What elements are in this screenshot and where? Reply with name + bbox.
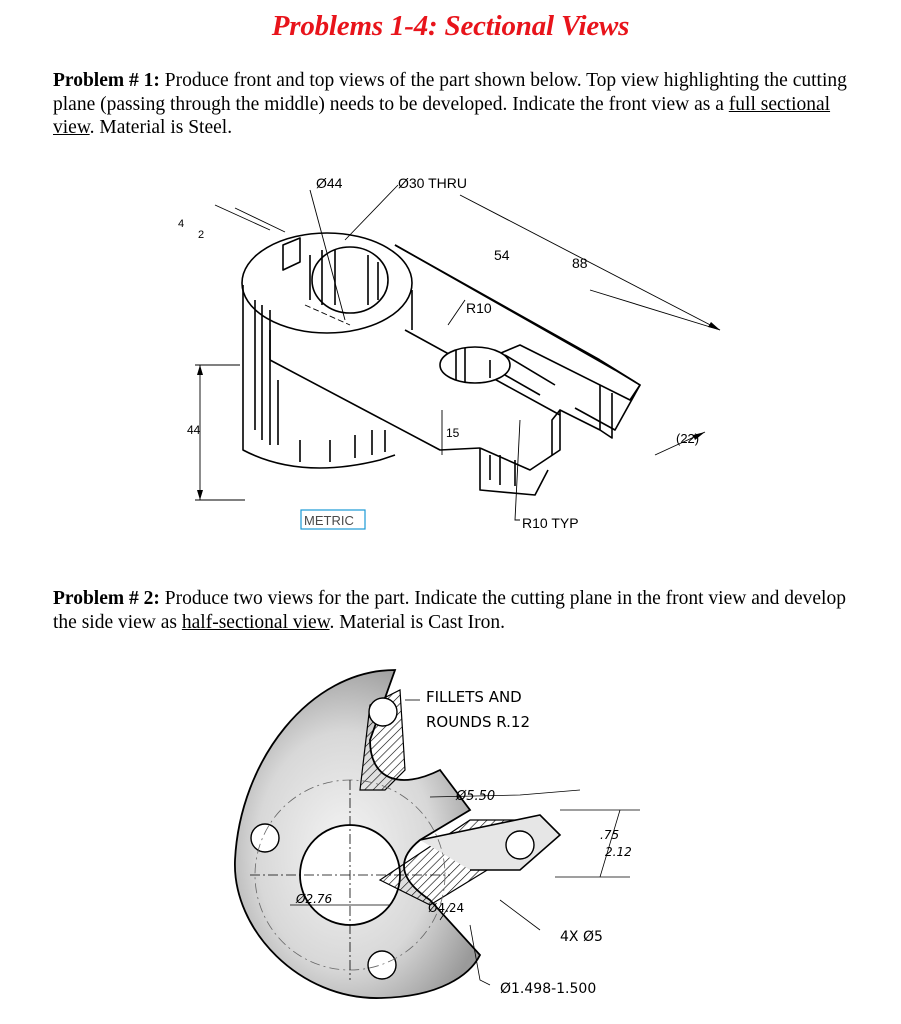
radius-slot-label: R10 (466, 300, 492, 316)
page-title: Problems 1-4: Sectional Views (271, 10, 630, 42)
fillets-line-2: ROUNDS R.12 (426, 713, 531, 731)
problem-2-heading: Problem # 2: (53, 588, 160, 609)
problem-2-underlined: half-sectional view (181, 611, 330, 633)
problem-2-text-b: . Material is Cast Iron. (329, 611, 505, 633)
dim-4-label: 4 (178, 218, 185, 230)
bore-label: Ø1.498-1.500 (500, 981, 597, 997)
dim-22-label: (22) (676, 431, 700, 446)
problem-1-heading: Problem # 1: (53, 70, 160, 91)
radius-typ-label: R10 TYP (522, 515, 579, 531)
holes-label: 4X Ø5 (560, 929, 603, 945)
dim-44-label: 44 (187, 423, 201, 437)
metric-label: METRIC (304, 513, 354, 528)
dim-88-label: 88 (572, 255, 588, 271)
dia-hole-label: Ø30 THRU (398, 175, 467, 191)
problem-1-text-b: . Material is Steel. (89, 117, 233, 138)
dia-outer-label: Ø44 (316, 175, 343, 191)
dia-550-label: Ø5.50 (456, 789, 496, 804)
dim-15-label: 15 (446, 426, 460, 440)
problem-1-underlined: full sectional view (53, 93, 831, 138)
dim-54-label: 54 (494, 247, 510, 263)
dia-276-label: Ø2.76 (296, 892, 333, 906)
problem-1-text-a: Produce front and top views of the part shown below. Top view highlighting the cutting plane (passing through the middle) needs to be developed. Indicate the front view as a (53, 70, 847, 115)
fillets-line-1: FILLETS AND (426, 688, 522, 706)
dim-2-label: 2 (198, 229, 205, 241)
dim-212-label: 2.12 (605, 845, 632, 859)
dia-424-label: Ø4.24 (428, 901, 465, 915)
dim-75-label: .75 (600, 828, 620, 842)
problem-2-text-a: Produce two views for the part. Indicate the cutting plane in the front view and develop the side view as (53, 588, 846, 633)
